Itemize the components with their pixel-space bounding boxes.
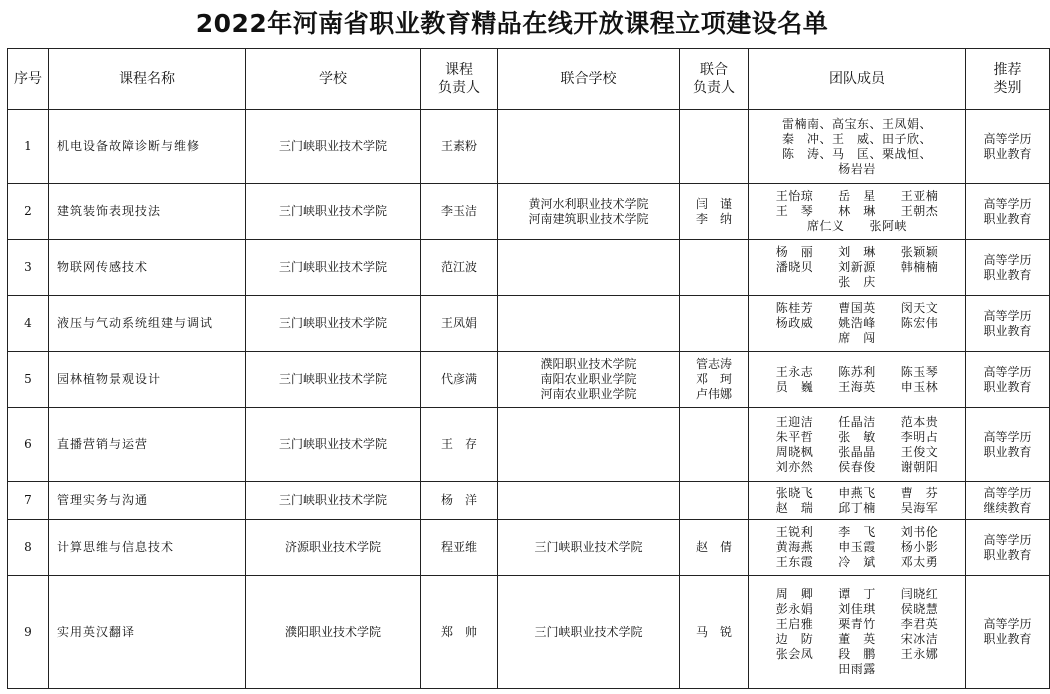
partner-lead-line: 马 锐 xyxy=(695,624,732,639)
table-row xyxy=(8,110,1050,184)
table-row xyxy=(8,520,1050,576)
team-member-line: 朱平哲 张 敏 李明占 xyxy=(775,429,939,444)
category-line: 高等学历 xyxy=(983,131,1032,146)
row-course-lead: 王素粉 xyxy=(421,110,498,184)
header-category xyxy=(966,49,1050,110)
team-member-line: 潘晓贝 刘新源 韩楠楠 xyxy=(775,260,939,274)
team-member-line: 王 琴 林 琳 王朝杰 xyxy=(775,204,939,218)
row-category xyxy=(966,482,1050,520)
row-partner-leads xyxy=(680,110,749,184)
row-index: 5 xyxy=(8,352,49,408)
category-line: 职业教育 xyxy=(983,379,1032,394)
row-school: 濮阳职业技术学院 xyxy=(246,576,421,689)
row-course-name: 管理实务与沟通 xyxy=(49,482,246,520)
category-line: 职业教育 xyxy=(983,444,1032,459)
table-row xyxy=(8,240,1050,296)
partner-school-line: 三门峡职业技术学院 xyxy=(534,624,643,639)
header-category-line: 类别 xyxy=(993,80,1022,96)
row-course-lead: 程亚维 xyxy=(421,520,498,576)
row-course-lead: 代彦满 xyxy=(421,352,498,408)
row-partner-schools xyxy=(498,184,680,240)
row-partner-schools xyxy=(498,240,680,296)
row-partner-leads xyxy=(680,408,749,482)
team-member-line: 王锐利 李 飞 刘书伦 xyxy=(775,525,939,539)
table-row xyxy=(8,296,1050,352)
header-lead xyxy=(421,49,498,110)
category-line: 职业教育 xyxy=(983,146,1032,161)
row-team-members xyxy=(749,408,966,482)
row-partner-schools xyxy=(498,110,680,184)
row-course-lead: 郑 帅 xyxy=(421,576,498,689)
team-member-line: 王怡琼 岳 星 王亚楠 xyxy=(775,189,939,203)
row-index: 9 xyxy=(8,576,49,689)
table-row xyxy=(8,576,1050,689)
row-team-members xyxy=(749,240,966,296)
team-member-line: 彭永娟 刘佳琪 侯晓慧 xyxy=(775,602,939,616)
partner-lead-line: 管志涛 xyxy=(695,357,732,371)
team-member-line: 张 庆 xyxy=(838,275,876,289)
partner-school-line: 河南农业职业学院 xyxy=(540,387,637,401)
category-line: 职业教育 xyxy=(983,211,1032,226)
team-member-line: 王东霞 冷 斌 邓太勇 xyxy=(775,555,939,569)
team-member-line: 席仁义 张阿峡 xyxy=(806,219,907,233)
table-row xyxy=(8,352,1050,408)
category-line: 职业教育 xyxy=(983,323,1032,338)
row-index: 6 xyxy=(8,408,49,482)
row-partner-schools xyxy=(498,296,680,352)
partner-lead-line: 赵 倩 xyxy=(695,540,732,554)
row-course-name: 直播营销与运营 xyxy=(49,408,246,482)
team-member-line: 陈 涛、马 匡、栗战恒、 xyxy=(781,146,932,161)
page-title: 2022年河南省职业教育精品在线开放课程立项建设名单 xyxy=(195,9,829,38)
category-line: 继续教育 xyxy=(983,500,1032,515)
row-partner-leads xyxy=(680,296,749,352)
row-course-name: 物联网传感技术 xyxy=(49,240,246,296)
category-line: 高等学历 xyxy=(983,196,1032,211)
row-partner-schools xyxy=(498,576,680,689)
team-member-line: 刘亦然 侯春俊 谢朝阳 xyxy=(775,459,939,474)
table-row xyxy=(8,184,1050,240)
team-member-line: 周 卿 谭 丁 闫晓红 xyxy=(775,587,939,601)
row-team-members xyxy=(749,352,966,408)
team-member-line: 员 巍 王海英 申玉林 xyxy=(775,379,939,394)
row-course-name: 实用英汉翻译 xyxy=(49,576,246,689)
row-index: 3 xyxy=(8,240,49,296)
row-team-members xyxy=(749,296,966,352)
header-index: 序号 xyxy=(8,49,49,110)
team-member-line: 王永志 陈苏利 陈玉琴 xyxy=(775,364,939,379)
header-lead-line: 课程 xyxy=(445,62,473,78)
partner-school-line: 三门峡职业技术学院 xyxy=(534,540,643,554)
category-line: 职业教育 xyxy=(983,267,1032,282)
category-line: 职业教育 xyxy=(983,632,1032,646)
row-school: 三门峡职业技术学院 xyxy=(246,482,421,520)
team-member-line: 边 防 董 英 宋冰洁 xyxy=(775,632,939,646)
team-member-line: 秦 冲、王 威、田子欣、 xyxy=(781,131,932,146)
team-member-line: 雷楠南、高宝东、王凤娟、 xyxy=(781,116,932,131)
partner-lead-line: 李 纳 xyxy=(695,211,732,226)
team-member-line: 张晓飞 申燕飞 曹 芬 xyxy=(775,485,939,500)
row-course-lead: 杨 洋 xyxy=(421,482,498,520)
row-index: 7 xyxy=(8,482,49,520)
row-school: 三门峡职业技术学院 xyxy=(246,240,421,296)
row-category xyxy=(966,240,1050,296)
category-line: 高等学历 xyxy=(983,429,1032,444)
team-member-line: 周晓枫 张晶晶 王俊文 xyxy=(775,444,939,459)
row-partner-leads xyxy=(680,576,749,689)
team-member-line: 田雨露 xyxy=(838,662,876,676)
header-school: 学校 xyxy=(246,49,421,110)
row-category xyxy=(966,296,1050,352)
row-team-members xyxy=(749,184,966,240)
header-partner-lead xyxy=(680,49,749,110)
category-line: 高等学历 xyxy=(983,364,1032,379)
header-team: 团队成员 xyxy=(749,49,966,110)
category-line: 高等学历 xyxy=(983,308,1032,323)
team-member-line: 张会凤 段 鹏 王永娜 xyxy=(775,647,939,661)
row-index: 1 xyxy=(8,110,49,184)
partner-school-line: 南阳农业职业学院 xyxy=(540,372,637,386)
table-row xyxy=(8,482,1050,520)
partner-lead-line: 闫 谨 xyxy=(695,196,732,211)
row-team-members xyxy=(749,576,966,689)
team-member-line: 王启雅 栗青竹 李君英 xyxy=(775,617,939,631)
team-member-line: 杨 丽 刘 琳 张颖颖 xyxy=(775,245,939,259)
header-partner-lead-line: 联合 xyxy=(700,62,728,78)
row-course-lead: 李玉洁 xyxy=(421,184,498,240)
header-partner-school: 联合学校 xyxy=(498,49,680,110)
row-category xyxy=(966,352,1050,408)
partner-school-line: 濮阳职业技术学院 xyxy=(540,357,637,371)
partner-school-line: 河南建筑职业技术学院 xyxy=(528,211,649,226)
row-partner-schools xyxy=(498,520,680,576)
row-school: 三门峡职业技术学院 xyxy=(246,110,421,184)
team-member-line: 王迎洁 任晶洁 范本贵 xyxy=(775,414,939,429)
partner-lead-line: 卢伟娜 xyxy=(695,387,732,401)
row-partner-schools xyxy=(498,408,680,482)
row-partner-leads xyxy=(680,240,749,296)
row-index: 8 xyxy=(8,520,49,576)
row-partner-leads xyxy=(680,184,749,240)
row-team-members xyxy=(749,110,966,184)
row-category xyxy=(966,408,1050,482)
category-line: 高等学历 xyxy=(983,252,1032,267)
course-list-table xyxy=(7,48,1050,689)
row-course-name: 液压与气动系统组建与调试 xyxy=(49,296,246,352)
header-category-line: 推荐 xyxy=(993,62,1022,78)
team-member-line: 席 闯 xyxy=(838,331,876,345)
row-school: 三门峡职业技术学院 xyxy=(246,296,421,352)
row-course-lead: 范江波 xyxy=(421,240,498,296)
row-team-members xyxy=(749,482,966,520)
table-row xyxy=(8,408,1050,482)
header-lead-line: 负责人 xyxy=(438,80,480,96)
team-member-line: 赵 瑞 邱丁楠 吴海军 xyxy=(775,500,939,515)
row-index: 4 xyxy=(8,296,49,352)
team-member-line: 杨岩岩 xyxy=(838,161,876,176)
category-line: 高等学历 xyxy=(983,617,1032,631)
partner-lead-line: 邓 珂 xyxy=(695,372,732,386)
row-team-members xyxy=(749,520,966,576)
category-line: 高等学历 xyxy=(983,532,1032,547)
row-partner-leads xyxy=(680,520,749,576)
category-line: 高等学历 xyxy=(983,485,1032,500)
row-index: 2 xyxy=(8,184,49,240)
category-line: 职业教育 xyxy=(983,547,1032,562)
team-member-line: 杨政威 姚浩峰 陈宏伟 xyxy=(775,316,939,330)
row-course-lead: 王 存 xyxy=(421,408,498,482)
row-category xyxy=(966,576,1050,689)
row-partner-leads xyxy=(680,482,749,520)
row-course-name: 计算思维与信息技术 xyxy=(49,520,246,576)
row-course-name: 园林植物景观设计 xyxy=(49,352,246,408)
partner-school-line: 黄河水利职业技术学院 xyxy=(528,196,649,211)
row-category xyxy=(966,520,1050,576)
row-partner-schools xyxy=(498,482,680,520)
table-header-row xyxy=(8,49,1050,110)
row-partner-schools xyxy=(498,352,680,408)
header-course: 课程名称 xyxy=(49,49,246,110)
row-course-name: 机电设备故障诊断与维修 xyxy=(49,110,246,184)
team-member-line: 黄海燕 申玉霞 杨小影 xyxy=(775,540,939,554)
row-course-lead: 王凤娟 xyxy=(421,296,498,352)
row-school: 三门峡职业技术学院 xyxy=(246,352,421,408)
team-member-line: 陈桂芳 曹国英 闵天文 xyxy=(775,301,939,315)
row-partner-leads xyxy=(680,352,749,408)
row-school: 济源职业技术学院 xyxy=(246,520,421,576)
row-school: 三门峡职业技术学院 xyxy=(246,408,421,482)
table-body xyxy=(8,110,1050,689)
row-school: 三门峡职业技术学院 xyxy=(246,184,421,240)
row-course-name: 建筑装饰表现技法 xyxy=(49,184,246,240)
row-category xyxy=(966,184,1050,240)
header-partner-lead-line: 负责人 xyxy=(693,80,735,96)
row-category xyxy=(966,110,1050,184)
